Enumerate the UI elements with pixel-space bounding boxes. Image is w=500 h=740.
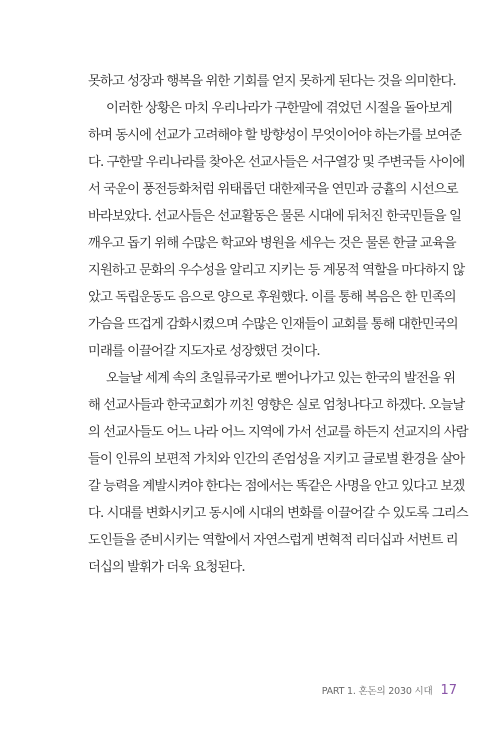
body-text bbox=[88, 68, 468, 581]
paragraph-2-line: 았고 독립운동도 음으로 양으로 후원했다. 이를 통해 복음은 한 민족의 bbox=[88, 290, 456, 305]
paragraph-2-line: 다. 구한말 우리나라를 찾아온 선교사들은 서구열강 및 주변국들 사이에 bbox=[88, 155, 465, 170]
paragraph-2-line: 깨우고 돕기 위해 수많은 학교와 병원을 세우는 것은 물론 한글 교육을 bbox=[88, 236, 456, 251]
paragraph-3-line: 의 선교사들도 어느 나라 어느 지역에 가서 선교를 하든지 선교지의 사람 bbox=[88, 425, 468, 440]
paragraph-3-line: 해 선교사들과 한국교회가 끼친 영향은 실로 엄청나다고 하겠다. 오늘날 bbox=[88, 398, 465, 413]
paragraph-2-line: 서 국운이 풍전등화처럼 위태롭던 대한제국을 연민과 긍휼의 시선으로 bbox=[88, 182, 458, 197]
paragraph-3-line: 도인들을 준비시키는 역할에서 자연스럽게 변혁적 리더십과 서번트 리 bbox=[88, 533, 458, 548]
page-number: 17 bbox=[440, 683, 457, 698]
paragraph-3-line: 다. 시대를 변화시키고 동시에 시대의 변화를 이끌어갈 수 있도록 그리스 bbox=[88, 506, 468, 521]
paragraph-3-line: 갈 능력을 계발시켜야 한다는 점에서는 똑같은 사명을 안고 있다고 보겠 bbox=[88, 479, 465, 494]
paragraph-1-line: 못하고 성장과 행복을 위한 기회를 얻지 못하게 된다는 것을 의미한다. bbox=[88, 74, 456, 89]
page-footer bbox=[322, 683, 457, 698]
paragraph-3-line: 오늘날 세계 속의 초일류국가로 뻗어나가고 있는 한국의 발전을 위 bbox=[106, 371, 456, 386]
paragraph-2-line: 지원하고 문화의 우수성을 알리고 지키는 등 계몽적 역할을 마다하지 않 bbox=[88, 263, 465, 278]
paragraph-3-line: 들이 인류의 보편적 가치와 인간의 존엄성을 지키고 글로벌 환경을 살아 bbox=[88, 452, 465, 467]
paragraph-2-line: 가슴을 뜨겁게 감화시켰으며 수많은 인재들이 교회를 통해 대한민국의 bbox=[88, 317, 458, 332]
paragraph-2-line: 이러한 상황은 마치 우리나라가 구한말에 겪었던 시절을 돌아보게 bbox=[106, 101, 452, 116]
paragraph-2-line: 미래를 이끌어갈 지도자로 성장했던 것이다. bbox=[88, 344, 320, 359]
paragraph-2-line: 바라보았다. 선교사들은 선교활동은 물론 시대에 뒤처진 한국민들을 일 bbox=[88, 209, 462, 224]
running-footer-label: PART 1. 혼돈의 2030 시대 bbox=[321, 686, 433, 697]
paragraph-2-line: 하며 동시에 선교가 고려해야 할 방향성이 무엇이어야 하는가를 보여준 bbox=[88, 128, 462, 143]
paragraph-3-line: 더십의 발휘가 더욱 요청된다. bbox=[88, 560, 245, 575]
